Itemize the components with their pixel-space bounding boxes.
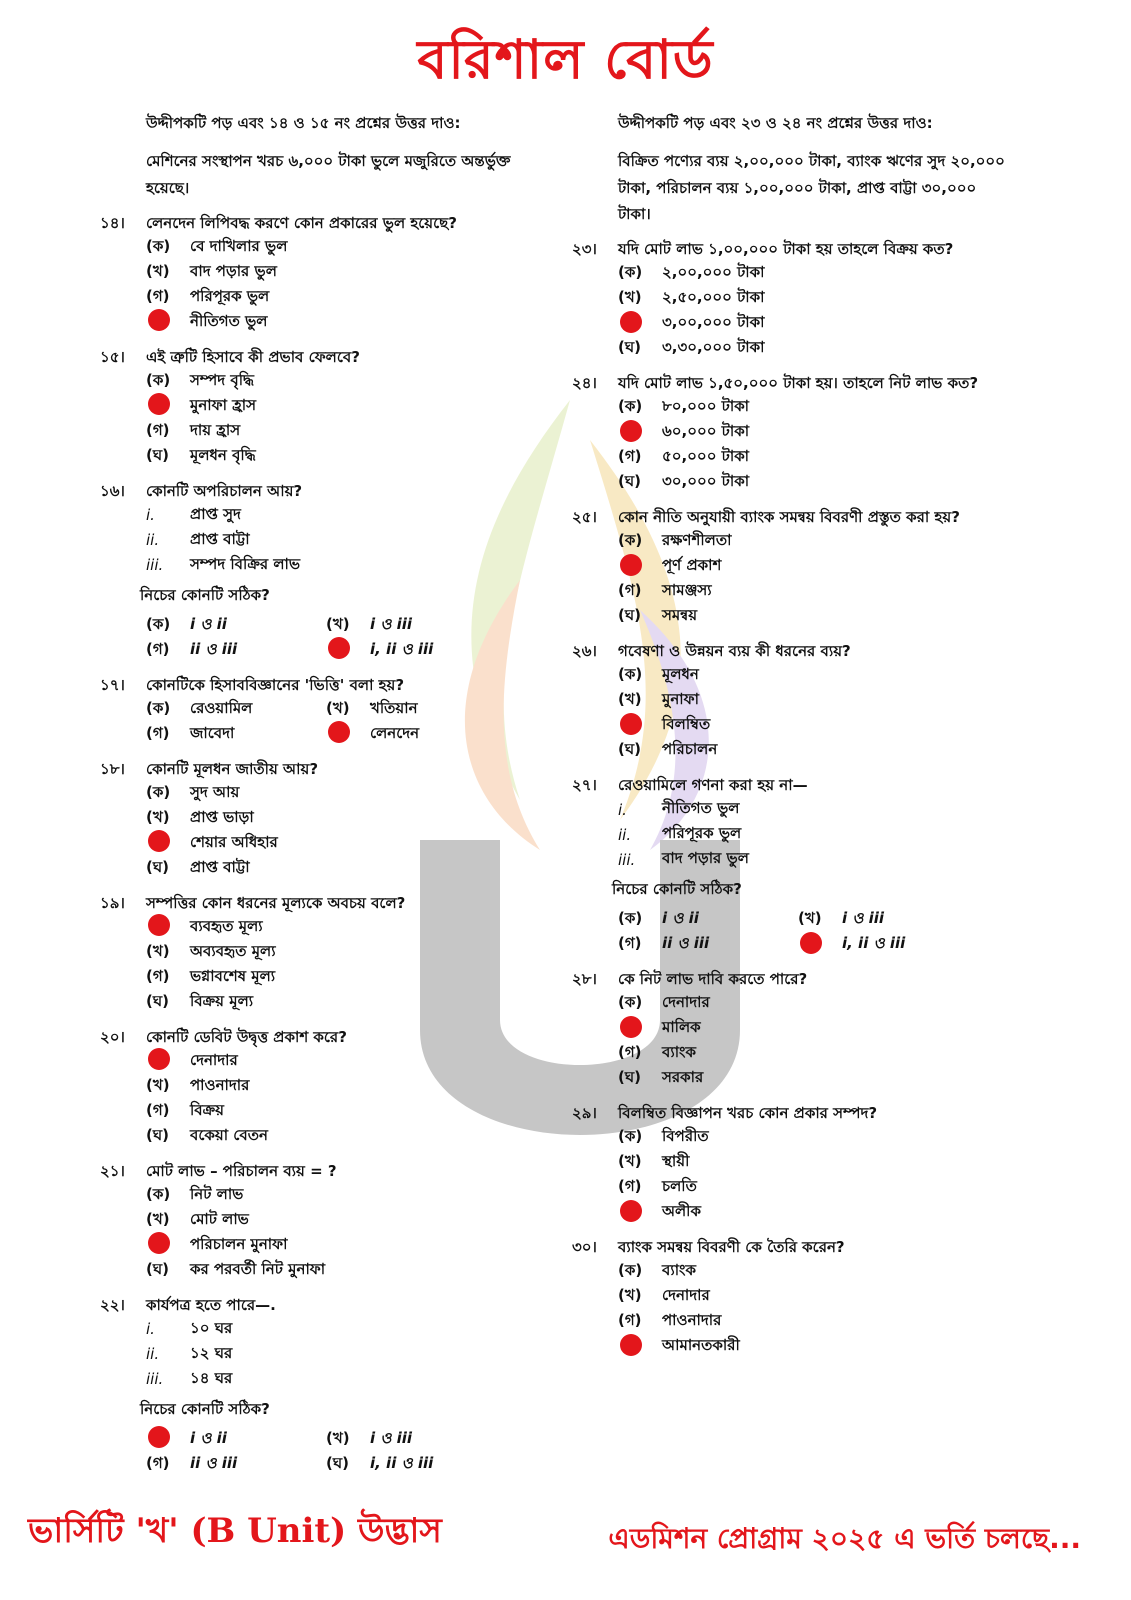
answer-dot-icon: [148, 830, 170, 852]
answer-dot-icon: [620, 713, 642, 735]
option-correct[interactable]: পরিচালন মুনাফা: [146, 1233, 540, 1258]
option-correct[interactable]: দেনাদার: [146, 1049, 540, 1074]
statement: ii. ১২ ঘর: [146, 1343, 233, 1364]
option[interactable]: (খ) বাদ পড়ার ভুল: [146, 261, 277, 280]
option[interactable]: (ক) i ও ii: [146, 614, 227, 633]
option[interactable]: (ক) বে দাখিলার ভুল: [146, 236, 288, 255]
option-correct[interactable]: লেনদেন: [326, 722, 506, 747]
question-number: ২৬।: [572, 642, 597, 660]
option[interactable]: (গ) পাওনাদার: [618, 1311, 722, 1329]
answer-dot-icon: [620, 1200, 642, 1222]
question-26: [572, 639, 1012, 763]
stimulus-text: মেশিনের সংস্থাপন খরচ ৬,০০০ টাকা ভুলে মজুরিতে অন্তর্ভুক্ত হয়েছে।: [146, 152, 511, 197]
left-column: [100, 110, 540, 1487]
statement: i. নীতিগত ভুল: [618, 799, 740, 819]
question-number: ২৭।: [572, 776, 597, 794]
option-correct[interactable]: পূর্ণ প্রকাশ: [618, 554, 1012, 579]
stimulus-intro: উদ্দীপকটি পড় এবং ২৩ ও ২৪ নং প্রশ্নের উত্তর দাও:: [618, 114, 933, 132]
question-29: [572, 1101, 1012, 1225]
question-25: [572, 505, 1012, 629]
option-correct[interactable]: i ও ii: [146, 1427, 326, 1452]
footer-brand: ভার্সিটি 'খ' (B Unit) উদ্ভাস: [28, 1511, 442, 1551]
answer-dot-icon: [620, 1334, 642, 1356]
question-text: কোন নীতি অনুযায়ী ব্যাংক সমন্বয় বিবরণী প্রস্তুত করা হয়?: [618, 508, 960, 526]
answer-dot-icon: [620, 554, 642, 576]
stimulus-text: বিক্রিত পণ্যের ব্যয় ২,০০,০০০ টাকা, ব্যাংক ঋণের সুদ ২০,০০০ টাকা, পরিচালন ব্যয় ১,০০,০০০ টাকা, প্রাপ্ত বাট্টা ৩০,০০০ টাকা।: [618, 152, 1005, 223]
question-text: যদি মোট লাভ ১,৫০,০০০ টাকা হয়। তাহলে নিট লাভ কত?: [618, 374, 979, 392]
answer-dot-icon: [148, 393, 170, 415]
answer-dot-icon: [148, 1048, 170, 1070]
option-correct[interactable]: বিলম্বিত: [618, 713, 1012, 738]
question-number: ২৪।: [572, 374, 597, 392]
option[interactable]: (ক) রক্ষণশীলতা: [618, 531, 732, 549]
option[interactable]: (ঘ) পরিচালন: [618, 740, 718, 758]
option[interactable]: (গ) দায় হ্রাস: [146, 420, 241, 439]
option[interactable]: (গ) ভগ্নাবশেষ মূল্য: [146, 966, 276, 985]
option-correct[interactable]: মালিক: [618, 1016, 1012, 1041]
option[interactable]: (খ) দেনাদার: [618, 1286, 710, 1304]
question-18: [100, 757, 540, 881]
question-number: ১৫।: [100, 347, 125, 366]
option-correct[interactable]: i, ii ও iii: [326, 638, 506, 663]
statement: ii. প্রাপ্ত বাট্টা: [146, 529, 250, 550]
answer-dot-icon: [148, 914, 170, 936]
question-text: কোনটি মূলধন জাতীয় আয়?: [146, 759, 319, 778]
statement: iii. সম্পদ বিক্রির লাভ: [146, 554, 301, 575]
option[interactable]: (খ) মোট লাভ: [146, 1209, 249, 1228]
answer-dot-icon: [328, 637, 350, 659]
question-number: ১৭।: [100, 675, 125, 694]
option[interactable]: (ঘ) প্রাপ্ত বাট্টা: [146, 857, 250, 876]
option[interactable]: (গ) ii ও iii: [146, 639, 238, 658]
option[interactable]: (ক) মূলধন: [618, 665, 699, 683]
question-text: যদি মোট লাভ ১,০০,০০০ টাকা হয় তাহলে বিক্রয় কত?: [618, 240, 954, 258]
ask-prompt: নিচের কোনটি সঠিক?: [140, 585, 270, 604]
question-number: ২৩।: [572, 240, 597, 258]
stimulus-intro: উদ্দীপকটি পড় এবং ১৪ ও ১৫ নং প্রশ্নের উত্তর দাও:: [146, 114, 461, 132]
option[interactable]: (ঘ) সমন্বয়: [618, 606, 698, 624]
question-number: ২৯।: [572, 1104, 597, 1122]
option-correct[interactable]: অলীক: [618, 1200, 1012, 1225]
question-number: ৩০।: [572, 1238, 597, 1256]
option[interactable]: (গ) ব্যাংক: [618, 1043, 696, 1061]
option[interactable]: (খ) পাওনাদার: [146, 1075, 250, 1094]
option-correct[interactable]: শেয়ার অধিহার: [146, 831, 540, 856]
option[interactable]: (ঘ) ৩,৩০,০০০ টাকা: [618, 338, 765, 356]
question-text: কার্যপত্র হতে পারে—.: [146, 1295, 276, 1314]
option[interactable]: (ক) i ও ii: [618, 909, 699, 927]
question-14: [100, 211, 540, 335]
option[interactable]: (খ) ২,৫০,০০০ টাকা: [618, 288, 765, 306]
option-correct[interactable]: নীতিগত ভুল: [146, 310, 540, 335]
question-27: [572, 773, 1012, 957]
option[interactable]: (ক) সম্পদ বৃদ্ধি: [146, 370, 255, 389]
answer-dot-icon: [148, 1232, 170, 1254]
option[interactable]: (ঘ) বিক্রয় মূল্য: [146, 991, 254, 1010]
question-text: গবেষণা ও উন্নয়ন ব্যয় কী ধরনের ব্যয়?: [618, 642, 851, 660]
question-17: [100, 673, 540, 747]
option[interactable]: (ঘ) কর পরবর্তী নিট মুনাফা: [146, 1259, 326, 1278]
option[interactable]: (ক) বিপরীত: [618, 1127, 709, 1145]
option[interactable]: (গ) সামঞ্জস্য: [618, 581, 712, 599]
option-correct[interactable]: i, ii ও iii: [798, 932, 978, 957]
answer-dot-icon: [620, 311, 642, 333]
statement: ii. পরিপূরক ভুল: [618, 824, 742, 844]
question-text: ব্যাংক সমন্বয় বিবরণী কে তৈরি করেন?: [618, 1238, 845, 1256]
option[interactable]: (খ) i ও iii: [798, 909, 885, 927]
option[interactable]: (খ) মুনাফা: [618, 690, 699, 708]
option[interactable]: (গ) ৫০,০০০ টাকা: [618, 447, 750, 465]
option[interactable]: (ঘ) i, ii ও iii: [326, 1453, 434, 1472]
question-19: [100, 891, 540, 1015]
question-24: [572, 371, 1012, 495]
option[interactable]: (গ) ii ও iii: [618, 934, 710, 952]
answer-dot-icon: [148, 309, 170, 331]
option[interactable]: (ঘ) বকেয়া বেতন: [146, 1125, 268, 1144]
question-text: মোট লাভ – পরিচালন ব্যয় = ?: [146, 1161, 337, 1180]
answer-dot-icon: [620, 420, 642, 442]
question-text: বিলম্বিত বিজ্ঞাপন খরচ কোন প্রকার সম্পদ?: [618, 1104, 878, 1122]
question-number: ২০।: [100, 1027, 125, 1046]
question-text: এই ত্রুটি হিসাবে কী প্রভাব ফেলবে?: [146, 347, 360, 366]
question-15: [100, 345, 540, 469]
option[interactable]: (ক) সুদ আয়: [146, 782, 240, 801]
option[interactable]: (ঘ) সরকার: [618, 1068, 704, 1086]
question-text: রেওয়ামিলে গণনা করা হয় না—: [618, 776, 808, 794]
ask-prompt: নিচের কোনটি সঠিক?: [140, 1399, 270, 1418]
option-correct[interactable]: আমানতকারী: [618, 1334, 1012, 1359]
option[interactable]: (ক) ৮০,০০০ টাকা: [618, 397, 750, 415]
question-text: কে নিট লাভ দাবি করতে পারে?: [618, 970, 808, 988]
question-23: [572, 237, 1012, 361]
option[interactable]: (ক) ২,০০,০০০ টাকা: [618, 263, 765, 281]
answer-dot-icon: [800, 932, 822, 954]
option[interactable]: (গ) জাবেদা: [146, 723, 235, 742]
option[interactable]: (গ) পরিপূরক ভুল: [146, 286, 270, 305]
question-text: কোনটি ডেবিট উদ্বৃত্ত প্রকাশ করে?: [146, 1027, 347, 1046]
question-number: ১৯।: [100, 893, 125, 912]
question-text: কোনটিকে হিসাববিজ্ঞানের 'ভিত্তি' বলা হয়?: [146, 675, 405, 694]
answer-dot-icon: [148, 1426, 170, 1448]
option[interactable]: (খ) i ও iii: [326, 614, 413, 633]
option[interactable]: (খ) প্রাপ্ত ভাড়া: [146, 807, 254, 826]
statement: i. প্রাপ্ত সুদ: [146, 504, 241, 525]
option[interactable]: (ক) ব্যাংক: [618, 1261, 696, 1279]
question-text: লেনদেন লিপিবদ্ধ করণে কোন প্রকারের ভুল হয়েছে?: [146, 213, 457, 232]
question-30: [572, 1235, 1012, 1359]
option[interactable]: (গ) বিক্রয়: [146, 1100, 225, 1119]
option[interactable]: (গ) চলতি: [618, 1177, 697, 1195]
question-number: ২২।: [100, 1295, 125, 1314]
statement: iii. ১৪ ঘর: [146, 1368, 233, 1389]
option[interactable]: (খ) স্থায়ী: [618, 1152, 690, 1170]
stimulus-right: [618, 110, 1012, 227]
option[interactable]: (খ) i ও iii: [326, 1428, 413, 1447]
question-number: ১৬।: [100, 481, 125, 500]
footer-admission-notice: এডমিশন প্রোগ্রাম ২০২৫ এ ভর্তি চলছে...: [608, 1522, 1081, 1555]
question-21: [100, 1159, 540, 1283]
stimulus-left: [146, 110, 540, 201]
option[interactable]: (ঘ) মূলধন বৃদ্ধি: [146, 445, 256, 464]
option[interactable]: (ক) রেওয়ামিল: [146, 698, 253, 717]
option[interactable]: (ক) নিট লাভ: [146, 1184, 244, 1203]
question-number: ১৪।: [100, 213, 125, 232]
question-text: সম্পত্তির কোন ধরনের মূল্যকে অবচয় বলে?: [146, 893, 406, 912]
statement: i. ১০ ঘর: [146, 1318, 233, 1339]
answer-dot-icon: [620, 1016, 642, 1038]
page-title: বরিশাল বোর্ড: [417, 28, 714, 91]
question-number: ২১।: [100, 1161, 125, 1180]
question-number: ১৮।: [100, 759, 125, 778]
option-correct[interactable]: ব্যবহৃত মূল্য: [146, 915, 540, 940]
question-22: [100, 1293, 540, 1477]
option[interactable]: (গ) ii ও iii: [146, 1453, 238, 1472]
right-column: [572, 110, 1012, 1369]
question-number: ২৫।: [572, 508, 597, 526]
question-20: [100, 1025, 540, 1149]
option-correct[interactable]: ৩,০০,০০০ টাকা: [618, 311, 1012, 336]
question-text: কোনটি অপরিচালন আয়?: [146, 481, 303, 500]
option[interactable]: (খ) খতিয়ান: [326, 698, 418, 717]
option[interactable]: (খ) অব্যবহৃত মূল্য: [146, 941, 276, 960]
option-correct[interactable]: মুনাফা হ্রাস: [146, 394, 540, 419]
option-correct[interactable]: ৬০,০০০ টাকা: [618, 420, 1012, 445]
answer-dot-icon: [328, 721, 350, 743]
ask-prompt: নিচের কোনটি সঠিক?: [612, 880, 742, 898]
question-16: [100, 479, 540, 663]
option[interactable]: (ক) দেনাদার: [618, 993, 710, 1011]
question-28: [572, 967, 1012, 1091]
question-number: ২৮।: [572, 970, 597, 988]
statement: iii. বাদ পড়ার ভুল: [618, 849, 749, 869]
option[interactable]: (ঘ) ৩০,০০০ টাকা: [618, 472, 750, 490]
